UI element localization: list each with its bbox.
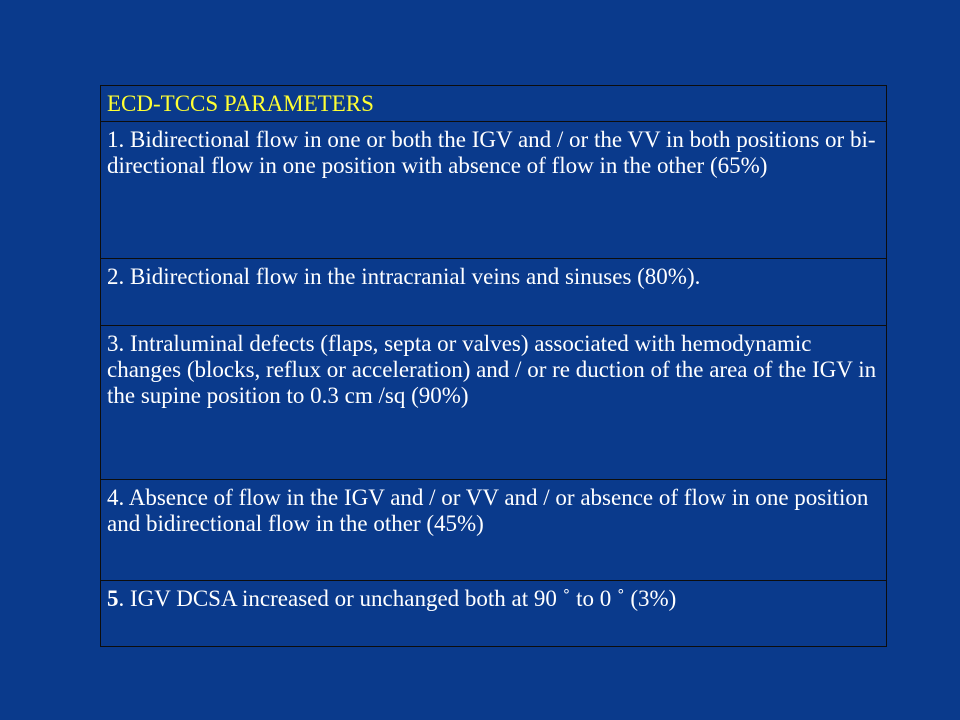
row-text: . Absence of flow in the IGV and / or VV and / or absence of flow in one position and bidirectional flow in the other (45%) [107, 485, 869, 536]
table-row [101, 480, 887, 581]
row-text: . Bidirectional flow in the intracranial veins and sinuses (80%). [118, 264, 701, 289]
row-number: 3 [107, 331, 119, 356]
row-number: 4 [107, 485, 119, 510]
table-header-cell: ECD-TCCS PARAMETERS [101, 86, 887, 122]
table-cell-2 [101, 259, 887, 326]
row-text: . Intraluminal defects (flaps, septa or valves) associated with hemodynamic changes (blocks, reflux or acceleration) and / or re duction of the area of the IGV in the supine position to 0.3 cm /sq (90%) [107, 331, 877, 408]
table-row [101, 259, 887, 326]
parameters-table [100, 85, 887, 647]
table-cell-5 [101, 581, 887, 647]
table-cell-4 [101, 480, 887, 581]
table-row [101, 326, 887, 480]
table-cell-3 [101, 326, 887, 480]
table-header-row [101, 86, 887, 122]
row-text: . Bidirectional flow in one or both the IGV and / or the VV in both positions or bi-directional flow in one position with absence of flow in the other (65%) [107, 127, 876, 178]
row-number: 1 [107, 127, 119, 152]
row-number: 2 [107, 264, 119, 289]
table-cell-1 [101, 122, 887, 259]
row-text: . IGV DCSA increased or unchanged both at 90 ˚ to 0 ˚ (3%) [118, 586, 677, 611]
row-number: 5 [107, 586, 119, 611]
table-row [101, 122, 887, 259]
table-row [101, 581, 887, 647]
